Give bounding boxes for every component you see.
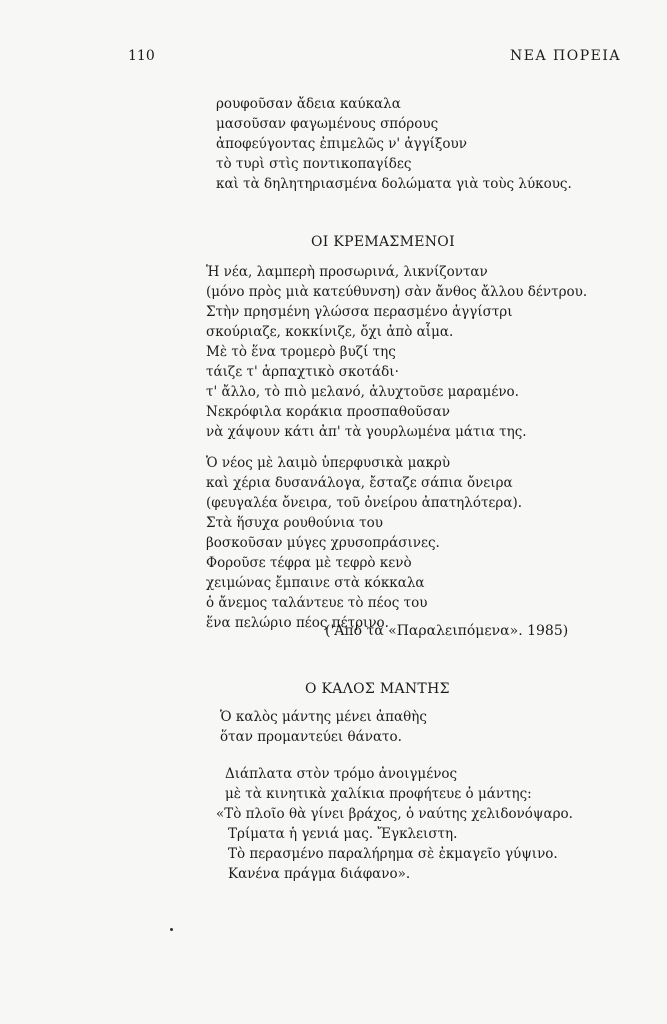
poem-line: «Τὸ πλοῖο θὰ γίνει βράχος, ὁ ναύτης χελιδονόψαρο. <box>216 806 573 822</box>
poem-line: Ὁ καλὸς μάντης μένει ἀπαθὴς <box>220 709 427 725</box>
poem-line: Φοροῦσε τέφρα μὲ τεφρὸ κενὸ <box>206 555 412 571</box>
poem-line: καὶ τὰ δηλητηριασμένα δολώματα γιὰ τοὺς λύκους. <box>216 176 572 192</box>
poem-line: Μὲ τὸ ἕνα τρομερὸ βυζί της <box>206 344 396 360</box>
source-note: ('Απὸ τὰ «Παραλειπόμενα». 1985) <box>325 623 569 639</box>
poem-line: χειμώνας ἔμπαινε στὰ κόκκαλα <box>206 575 425 591</box>
poem-line: ἀποφεύγοντας ἐπιμελῶς ν' ἀγγίξουν <box>216 136 467 152</box>
poem-line: Τὸ περασμένο παραλήρημα σὲ ἐκμαγεῖο γύψινο. <box>228 846 558 862</box>
poem1-stanza-2 <box>206 453 522 633</box>
poem-line: (μόνο πρὸς μιὰ κατεύθυνση) σὰν ἄνθος ἄλλου δέντρου. <box>206 284 588 300</box>
poem-line: βοσκοῦσαν μύγες χρυσοπράσινες. <box>206 535 440 551</box>
paper-speck <box>170 928 173 931</box>
poem-line: Ὁ νέος μὲ λαιμὸ ὑπερφυσικὰ μακρὺ <box>206 455 451 471</box>
poem-line: μασοῦσαν φαγωμένους σπόρους <box>216 116 439 132</box>
poem-line: τὸ τυρὶ στὶς ποντικοπαγίδες <box>216 156 412 172</box>
poem-line: μὲ τὰ κινητικὰ χαλίκια προφήτευε ὁ μάντης: <box>225 786 532 802</box>
poem-line: νὰ χάψουν κάτι ἀπ' τὰ γουρλωμένα μάτια της. <box>206 424 527 440</box>
poem-line: καὶ χέρια δυσανάλογα, ἔσταζε σάπια ὄνειρα <box>206 475 513 491</box>
poem-line: ἕνα πελώριο πέος πέτρινο. <box>206 615 389 631</box>
poem-line: (φευγαλέα ὄνειρα, τοῦ ὀνείρου ἀπατηλότερα). <box>206 495 523 511</box>
poem-line: Στὰ ἥσυχα ρουθούνια του <box>206 515 383 531</box>
running-head: ΝΕΑ ΠΟΡΕΙΑ <box>510 48 621 64</box>
poem-line: ρουφοῦσαν ἄδεια καύκαλα <box>216 96 401 112</box>
poem-line: τάιζε τ' ἁρπαχτικὸ σκοτάδι· <box>206 364 399 380</box>
page-number: 110 <box>128 48 155 64</box>
intro-stanza <box>216 94 572 194</box>
poem2-stanza-1 <box>220 707 427 747</box>
poem-line: σκούριαζε, κοκκίνιζε, ὄχι ἀπὸ αἷμα. <box>206 324 454 340</box>
poem-line: ὅταν προμαντεύει θάνατο. <box>220 729 402 745</box>
poem-line: ὁ ἄνεμος ταλάντευε τὸ πέος του <box>206 595 428 611</box>
poem-line: Διάπλατα στὸν τρόμο ἀνοιγμένος <box>225 766 458 782</box>
poem-line: Στὴν πρησμένη γλώσσα περασμένο ἀγγίστρι <box>206 304 513 320</box>
poem-line: Νεκρόφιλα κοράκια προσπαθοῦσαν <box>206 404 450 420</box>
poem-line: Ἡ νέα, λαμπερὴ προσωρινά, λικνίζονταν <box>206 264 488 280</box>
poem2-stanza-2 <box>216 764 573 884</box>
poem-line: τ' ἄλλο, τὸ πιὸ μελανό, ἀλυχτοῦσε μαραμένο. <box>206 384 519 400</box>
poem-title: Ο ΚΑΛΟΣ ΜΑΝΤΗΣ <box>305 681 450 697</box>
poem-line: Κανένα πράγμα διάφανο». <box>228 866 411 882</box>
poem-title: ΟΙ ΚΡΕΜΑΣΜΕΝΟΙ <box>311 234 455 250</box>
poem1-stanza-1 <box>206 262 587 442</box>
poem-line: Τρίματα ἡ γενιά μας. Ἔγκλειστη. <box>228 826 458 842</box>
